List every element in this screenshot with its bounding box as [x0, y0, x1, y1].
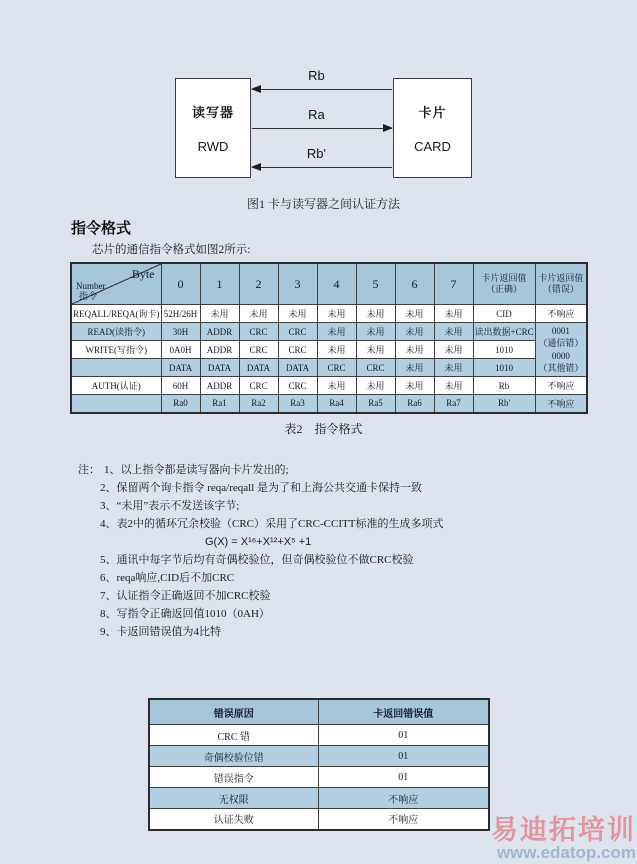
- merged-error-line: （通信错）: [538, 338, 584, 349]
- table-cell: 未用: [317, 377, 356, 395]
- table-row: [71, 377, 587, 395]
- table-cell: 未用: [356, 341, 395, 359]
- table-cell: Rb': [473, 395, 535, 413]
- table-cell: 未用: [434, 323, 473, 341]
- table-cell: 未用: [434, 377, 473, 395]
- table-row: [71, 341, 587, 359]
- table-cell: CRC: [278, 377, 317, 395]
- section-heading: 指令格式: [71, 220, 132, 237]
- table-cell: DATA: [239, 359, 278, 377]
- card-box: [393, 78, 472, 178]
- table-cell: 奇偶校验位错: [149, 746, 318, 767]
- column-header: 2: [239, 263, 278, 305]
- corner-header-cell: [71, 263, 161, 305]
- table-cell: 未用: [317, 341, 356, 359]
- note-text: 3、“未用”表示不发送该字节;: [100, 500, 240, 512]
- table-cell: 52H/26H: [161, 305, 200, 323]
- table-cell: Rb: [473, 377, 535, 395]
- column-header: 1: [200, 263, 239, 305]
- note-item: [78, 623, 568, 641]
- table-row: [149, 725, 489, 746]
- arrow-rb-prime: [252, 146, 392, 168]
- table-cell: DATA: [278, 359, 317, 377]
- row-label: [71, 359, 161, 377]
- table-cell: Ra3: [278, 395, 317, 413]
- table-cell: CRC: [356, 359, 395, 377]
- table-cell: 未用: [395, 305, 434, 323]
- table-row: [149, 767, 489, 788]
- arrow-rb-label: Rb: [308, 68, 325, 83]
- table-cell: Ra0: [161, 395, 200, 413]
- table-cell: Ra4: [317, 395, 356, 413]
- note-text: 7、认证指令正确返回不加CRC校验: [100, 590, 271, 602]
- table-cell: 01: [318, 746, 489, 767]
- table-cell: CID: [473, 305, 535, 323]
- arrow-ra: [252, 107, 392, 129]
- column-header: 4: [317, 263, 356, 305]
- rwd-label-en: RWD: [197, 138, 229, 154]
- table-cell: ADDR: [200, 341, 239, 359]
- note-item: [78, 515, 568, 533]
- notes-block: [78, 461, 568, 641]
- table-cell: 01: [318, 767, 489, 788]
- table-row: [71, 359, 587, 377]
- table-cell: 未用: [395, 323, 434, 341]
- table-cell: 读出数据+CRC: [473, 323, 535, 341]
- table-cell: 1010: [473, 341, 535, 359]
- note-item: [78, 551, 568, 569]
- table-cell: 未用: [434, 341, 473, 359]
- corner-byte-label: Byte: [131, 267, 155, 281]
- table-cell: CRC 错: [149, 725, 318, 746]
- table-cell: 未用: [278, 305, 317, 323]
- watermark-url: www.edatop.com: [496, 843, 636, 863]
- arrow-rb: [252, 68, 392, 90]
- table-cell: Ra2: [239, 395, 278, 413]
- corner-number-label: Number: [76, 281, 106, 291]
- error-value-table: [148, 698, 490, 831]
- note-item: [78, 569, 568, 587]
- table-cell: 30H: [161, 323, 200, 341]
- note-text: 8、写指令正确返回值1010（0AH）: [100, 608, 270, 620]
- table-cell: CRC: [239, 341, 278, 359]
- column-header: 错误原因: [149, 699, 318, 725]
- table-cell: 错误指令: [149, 767, 318, 788]
- row-label: REQALL/REQA(询卡): [71, 305, 161, 323]
- row-label: READ(读指令): [71, 323, 161, 341]
- note-text: 4、表2中的循环冗余校验（CRC）采用了CRC-CCITT标准的生成多项式: [100, 518, 444, 530]
- table-cell: Ra5: [356, 395, 395, 413]
- table-cell: 未用: [395, 359, 434, 377]
- table-cell: ADDR: [200, 323, 239, 341]
- table-cell: 未用: [317, 323, 356, 341]
- column-header: 5: [356, 263, 395, 305]
- note-item: [78, 587, 568, 605]
- arrow-rb-prime-label: Rb': [306, 146, 326, 161]
- table-cell: DATA: [200, 359, 239, 377]
- table-row: [149, 746, 489, 767]
- section-intro: 芯片的通信指令格式如图2所示:: [92, 244, 251, 256]
- watermark-brand: 易迪拓培训: [491, 814, 636, 845]
- table-cell: 未用: [395, 341, 434, 359]
- card-label-cn: 卡片: [418, 105, 447, 121]
- table-cell: CRC: [278, 323, 317, 341]
- note-item: [78, 461, 568, 479]
- table-header-row: [71, 263, 587, 305]
- table-cell: 未用: [395, 377, 434, 395]
- table-cell: 不响应: [535, 395, 587, 413]
- table-cell: 60H: [161, 377, 200, 395]
- table-cell: 不响应: [318, 788, 489, 809]
- table-cell: 未用: [356, 305, 395, 323]
- column-header: 7: [434, 263, 473, 305]
- table-cell: 未用: [356, 323, 395, 341]
- table-cell: 无权限: [149, 788, 318, 809]
- note-text: 6、reqa响应,CID后不加CRC: [100, 572, 235, 584]
- column-header-correct: 卡片返回值（正确）: [473, 263, 535, 305]
- arrowhead-left-icon: [251, 85, 261, 93]
- rwd-box: [175, 78, 251, 178]
- table-cell: 不响应: [318, 809, 489, 830]
- table-cell: Ra1: [200, 395, 239, 413]
- arrowhead-left-icon: [251, 163, 261, 171]
- rwd-label-cn: 读写器: [191, 105, 234, 121]
- note-item: [78, 605, 568, 623]
- figure1-caption: 图1 卡与读写器之间认证方法: [246, 197, 400, 211]
- table-cell: 0A0H: [161, 341, 200, 359]
- column-header: 0: [161, 263, 200, 305]
- table-row: [71, 323, 587, 341]
- table-cell: Ra7: [434, 395, 473, 413]
- column-header-error: 卡片返回值（错误）: [535, 263, 587, 305]
- merged-error-line: 0000: [551, 350, 570, 361]
- merged-error-line: 0001: [551, 326, 570, 337]
- note-text: 2、保留两个询卡指令 reqa/reqall 是为了和上海公共交通卡保持一致: [100, 482, 423, 494]
- table-cell: CRC: [278, 341, 317, 359]
- arrow-ra-label: Ra: [308, 107, 325, 122]
- corner-command-label: 指令: [79, 290, 98, 301]
- table-row: [71, 395, 587, 413]
- command-format-table: [70, 262, 588, 414]
- table-cell: DATA: [161, 359, 200, 377]
- table-cell: 认证失败: [149, 809, 318, 830]
- merged-error-line: （其他错）: [538, 362, 584, 373]
- merged-error-cell: [535, 323, 587, 377]
- table-row: [149, 788, 489, 809]
- table-cell: 不响应: [535, 305, 587, 323]
- table-row: [149, 809, 489, 830]
- table-cell: 不响应: [535, 377, 587, 395]
- table-cell: 未用: [239, 305, 278, 323]
- notes-prefix: 注：: [78, 464, 100, 476]
- table-cell: CRC: [239, 377, 278, 395]
- row-label: [71, 395, 161, 413]
- table-cell: CRC: [317, 359, 356, 377]
- table-cell: 未用: [434, 305, 473, 323]
- column-header: 卡返回错误值: [318, 699, 489, 725]
- crc-polynomial-formula: G(X) = X¹⁶+X¹²+X⁵ +1: [205, 536, 312, 548]
- table-cell: ADDR: [200, 377, 239, 395]
- column-header: 3: [278, 263, 317, 305]
- arrowhead-right-icon: [383, 124, 393, 132]
- card-label-en: CARD: [414, 138, 451, 154]
- table-cell: 未用: [200, 305, 239, 323]
- table-row: [71, 305, 587, 323]
- table-header-row: [149, 699, 489, 725]
- table-cell: 未用: [434, 359, 473, 377]
- column-header: 6: [395, 263, 434, 305]
- note-text: 9、卡返回错误值为4比特: [100, 626, 221, 638]
- note-item: [78, 479, 568, 497]
- note-text: 5、通讯中每字节后均有奇偶校验位，但奇偶校验位不做CRC校验: [100, 554, 414, 566]
- table-cell: 未用: [317, 305, 356, 323]
- table-cell: Ra6: [395, 395, 434, 413]
- table-cell: CRC: [239, 323, 278, 341]
- row-label: AUTH(认证): [71, 377, 161, 395]
- note-text: 1、以上指令都是读写器向卡片发出的;: [104, 464, 289, 476]
- note-item: [78, 497, 568, 515]
- row-label: WRITE(写指令): [71, 341, 161, 359]
- table-cell: 01: [318, 725, 489, 746]
- watermark: [491, 816, 636, 863]
- table2-caption: 表2 指令格式: [284, 422, 363, 436]
- table-cell: 未用: [356, 377, 395, 395]
- table-cell: 1010: [473, 359, 535, 377]
